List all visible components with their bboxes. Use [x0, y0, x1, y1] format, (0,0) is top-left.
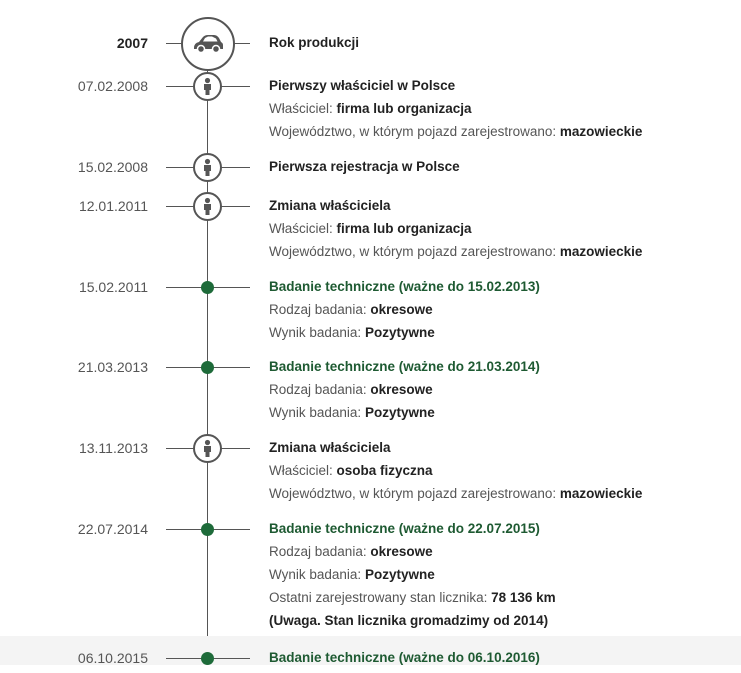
detail-label: Wynik badania:	[269, 325, 362, 340]
detail-value: Pozytywne	[364, 325, 435, 340]
detail-label: Wynik badania:	[269, 405, 362, 420]
odometer-note: (Uwaga. Stan licznika gromadzimy od 2014)	[269, 613, 549, 628]
event-detail-line	[269, 124, 729, 147]
event-title: Zmiana właściciela	[269, 440, 391, 455]
detail-label: Rodzaj badania:	[269, 382, 367, 397]
person-icon	[193, 434, 222, 463]
car-icon	[181, 17, 235, 71]
detail-label: Rodzaj badania:	[269, 302, 367, 317]
event-detail-line	[269, 382, 729, 405]
event-date: 21.03.2013	[77, 359, 148, 375]
event-detail-line	[269, 463, 729, 486]
person-icon	[193, 192, 222, 221]
event-title: Badanie techniczne (ważne do 21.03.2014)	[269, 359, 540, 374]
inspection-dot-icon	[201, 281, 214, 294]
event-detail-line	[269, 567, 729, 590]
event-title: Badanie techniczne (ważne do 22.07.2015)	[269, 521, 540, 536]
production-label: Rok produkcji	[269, 35, 360, 50]
event-title: Zmiana właściciela	[269, 198, 391, 213]
detail-value: firma lub organizacja	[336, 221, 472, 236]
detail-value: okresowe	[370, 302, 433, 317]
production-year: 2007	[116, 35, 148, 51]
detail-value: mazowieckie	[559, 124, 643, 139]
event-detail-line	[269, 302, 729, 325]
event-title: Badanie techniczne (ważne do 15.02.2013)	[269, 279, 540, 294]
detail-label: Właściciel:	[269, 463, 333, 478]
detail-label: Wynik badania:	[269, 567, 362, 582]
detail-label: Ostatni zarejestrowany stan licznika:	[269, 590, 488, 605]
event-date: 15.02.2011	[78, 279, 148, 295]
event-title: Pierwsza rejestracja w Polsce	[269, 159, 460, 174]
detail-label: Województwo, w którym pojazd zarejestrowano:	[269, 486, 557, 501]
event-detail-line	[269, 101, 729, 124]
event-date: 22.07.2014	[77, 521, 148, 537]
detail-label: Województwo, w którym pojazd zarejestrowano:	[269, 244, 557, 259]
event-date: 12.01.2011	[78, 198, 148, 214]
event-date: 13.11.2013	[78, 440, 148, 456]
event-date: 07.02.2008	[77, 78, 148, 94]
inspection-dot-icon	[201, 361, 214, 374]
event-detail-line	[269, 544, 729, 567]
detail-value: Pozytywne	[364, 567, 435, 582]
event-title: Badanie techniczne (ważne do 06.10.2016)	[269, 650, 540, 665]
detail-value: firma lub organizacja	[336, 101, 472, 116]
detail-label: Właściciel:	[269, 221, 333, 236]
detail-value: okresowe	[370, 544, 433, 559]
detail-label: Właściciel:	[269, 101, 333, 116]
detail-label: Rodzaj badania:	[269, 544, 367, 559]
event-title: Pierwszy właściciel w Polsce	[269, 78, 456, 93]
inspection-dot-icon	[201, 523, 214, 536]
event-detail-line	[269, 486, 729, 509]
event-detail-line	[269, 244, 729, 267]
event-detail-line	[269, 221, 729, 244]
person-icon	[193, 153, 222, 182]
inspection-dot-icon	[201, 652, 214, 665]
person-icon	[193, 72, 222, 101]
detail-value: mazowieckie	[559, 486, 643, 501]
event-detail-line	[269, 590, 729, 613]
event-detail-line	[269, 405, 729, 428]
detail-value: Pozytywne	[364, 405, 435, 420]
event-date: 06.10.2015	[77, 650, 148, 666]
event-date: 15.02.2008	[77, 159, 148, 175]
detail-value: 78 136 km	[491, 590, 556, 605]
detail-label: Województwo, w którym pojazd zarejestrowano:	[269, 124, 557, 139]
detail-value: mazowieckie	[559, 244, 643, 259]
event-detail-line	[269, 325, 729, 348]
detail-value: osoba fizyczna	[336, 463, 433, 478]
detail-value: okresowe	[370, 382, 433, 397]
